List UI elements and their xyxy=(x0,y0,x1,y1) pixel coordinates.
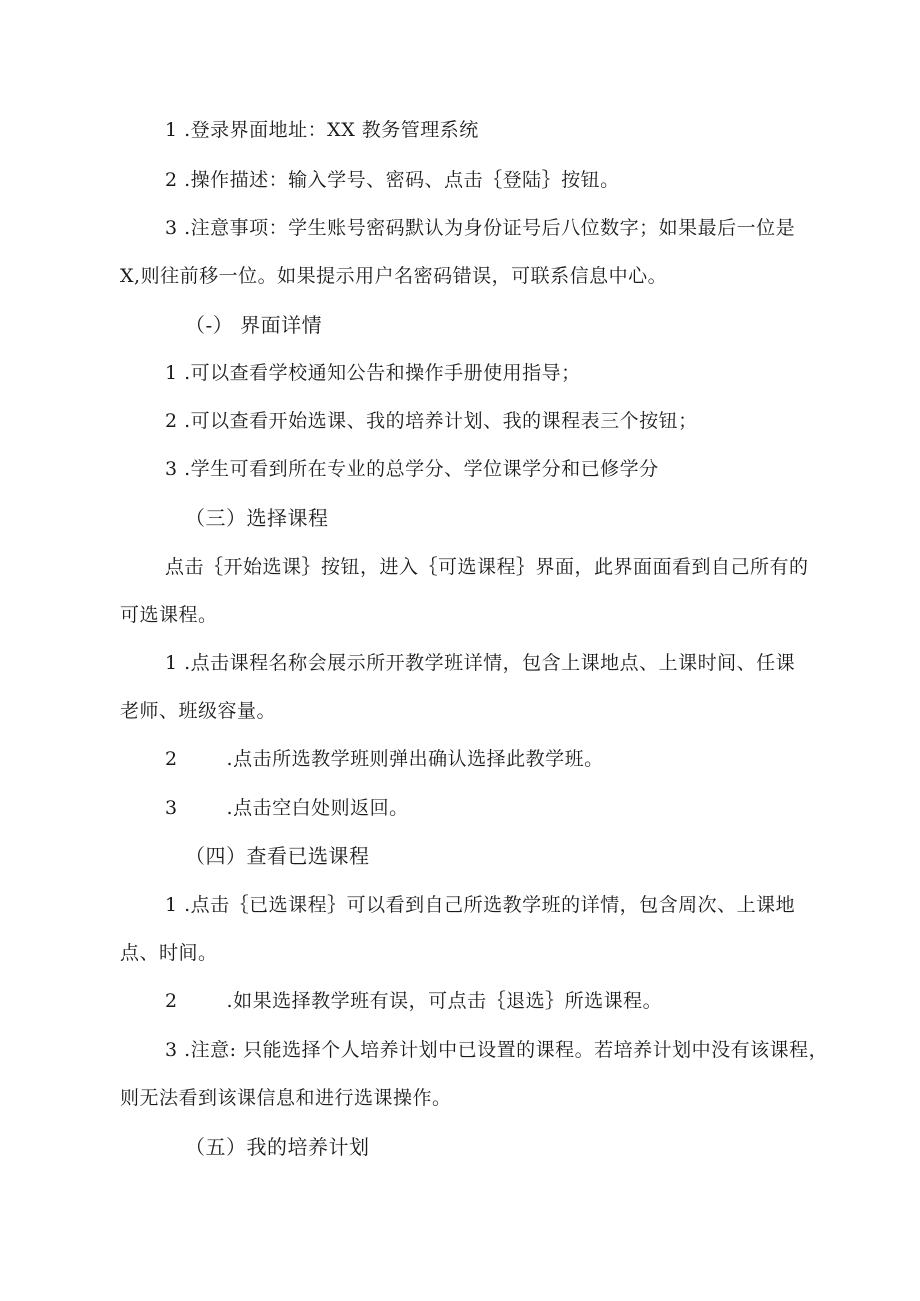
item-number: 2 xyxy=(165,748,178,770)
item-number: 3 xyxy=(165,1039,178,1061)
view-selected-item-2 xyxy=(165,989,662,1013)
login-item-3-continued xyxy=(120,264,667,288)
item-text: 老师、班级容量。 xyxy=(120,700,277,722)
select-course-item-1 xyxy=(165,651,795,675)
view-selected-item-3-continued xyxy=(120,1086,452,1110)
item-text: .点击空白处则返回。 xyxy=(226,797,409,819)
item-text: .可以查看开始选课、我的培养计划、我的课程表三个按钮； xyxy=(184,410,698,432)
item-number: 2 xyxy=(165,169,178,191)
interface-item-3 xyxy=(165,457,659,481)
item-number: 3 xyxy=(165,797,178,819)
select-course-item-3 xyxy=(165,796,409,820)
item-text: .登录界面地址：XX 教务管理系统 xyxy=(184,119,479,141)
item-text: 点、时间。 xyxy=(120,942,218,964)
item-text: .注意: 只能选择个人培养计划中已设置的课程。若培养计划中没有该课程， xyxy=(184,1039,829,1061)
item-text: 则无法看到该课信息和进行选课操作。 xyxy=(120,1087,452,1109)
item-number: 3 xyxy=(165,458,178,480)
interface-item-2 xyxy=(165,409,698,433)
login-item-3 xyxy=(165,216,795,240)
view-selected-item-3 xyxy=(165,1038,828,1062)
item-number: 2 xyxy=(165,410,178,432)
select-course-item-1-continued xyxy=(120,699,276,723)
item-text: .注意事项：学生账号密码默认为身份证号后八位数字；如果最后一位是 xyxy=(184,217,796,239)
item-number: 1 xyxy=(165,894,178,916)
item-text: .如果选择教学班有误，可点击｛退选｝所选课程。 xyxy=(226,990,663,1012)
section-heading-view-selected: （四）查看已选课程 xyxy=(185,844,370,868)
item-text: .点击课程名称会展示所开教学班详情，包含上课地点、上课时间、任课 xyxy=(184,652,796,674)
section-heading-select-course: （三）选择课程 xyxy=(185,506,329,530)
select-course-item-2 xyxy=(165,747,604,771)
select-course-intro-continued: 可选课程。 xyxy=(120,604,218,626)
select-course-intro: 点击｛开始选课｝按钮，进入｛可选课程｝界面，此界面面看到自己所有的 xyxy=(165,556,809,578)
item-number: 2 xyxy=(165,990,178,1012)
login-item-1 xyxy=(165,118,479,142)
item-number: 1 xyxy=(165,119,178,141)
item-number: 3 xyxy=(165,217,178,239)
view-selected-item-1 xyxy=(165,893,795,917)
item-number: 1 xyxy=(165,362,178,384)
item-text: .可以查看学校通知公告和操作手册使用指导； xyxy=(184,362,581,384)
item-text: .点击所选教学班则弹出确认选择此教学班。 xyxy=(226,748,604,770)
interface-item-1 xyxy=(165,361,581,385)
view-selected-item-1-continued xyxy=(120,941,218,965)
section-heading-training-plan: （五）我的培养计划 xyxy=(185,1135,370,1159)
item-text: .学生可看到所在专业的总学分、学位课学分和已修学分 xyxy=(184,458,659,480)
login-item-2 xyxy=(165,168,620,192)
section-heading-interface: （-） 界面详情 xyxy=(185,313,323,337)
item-text: .点击｛已选课程｝可以看到自己所选教学班的详情，包含周次、上课地 xyxy=(184,894,796,916)
item-text: .操作描述：输入学号、密码、点击｛登陆｝按钮。 xyxy=(184,169,620,191)
item-number: 1 xyxy=(165,652,178,674)
item-text: X,则往前移一位。如果提示用户名密码错误，可联系信息中心。 xyxy=(120,265,668,287)
